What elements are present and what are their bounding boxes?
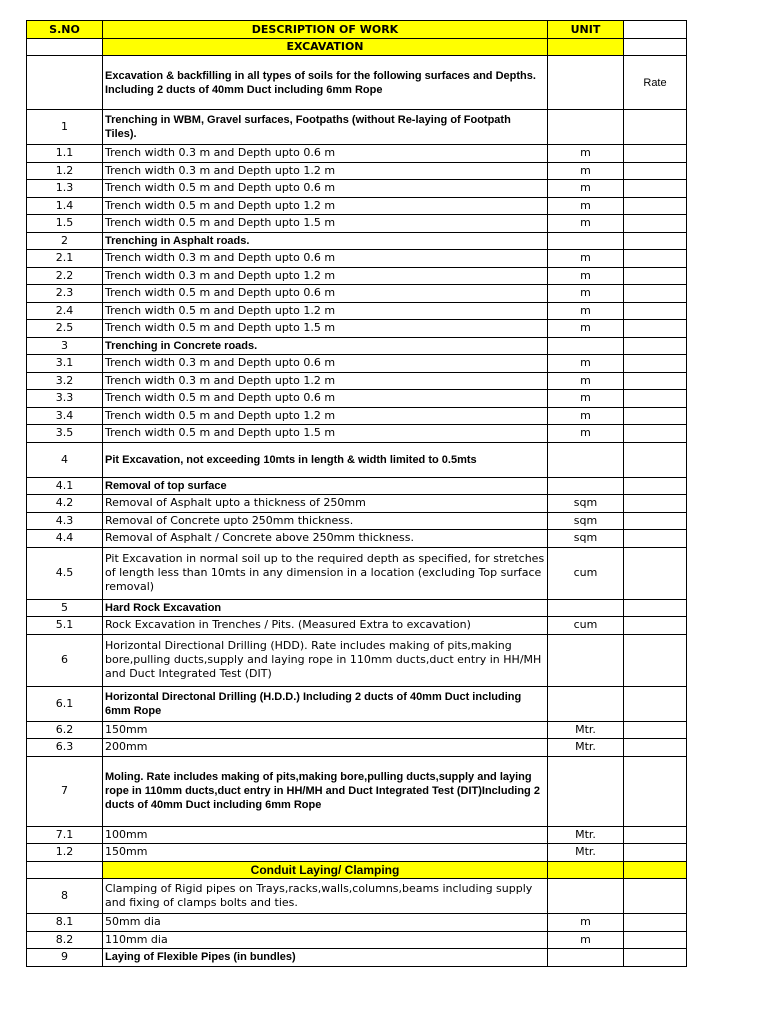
header-description: DESCRIPTION OF WORK — [103, 21, 548, 39]
table-row: 2.4 Trench width 0.5 m and Depth upto 1.2 m m — [27, 302, 687, 320]
table-row: 5 Hard Rock Excavation — [27, 599, 687, 617]
table-row: 6 Horizontal Directional Drilling (HDD). Rate includes making of pits,making bore,pulling ducts,supply and laying rope in 110mm ducts,duct entry in HH/MH and Duct Integrated Test (DIT) — [27, 634, 687, 686]
table-row: 8.2 110mm dia m — [27, 931, 687, 949]
table-row: 4.1 Removal of top surface — [27, 477, 687, 495]
section-excavation: EXCAVATION — [103, 39, 548, 56]
table-row: 2.3 Trench width 0.5 m and Depth upto 0.6 m m — [27, 285, 687, 303]
header-unit: UNIT — [548, 21, 624, 39]
table-row: 7 Moling. Rate includes making of pits,making bore,pulling ducts,supply and laying rope in 110mm ducts,duct entry in HH/MH and Duct Integrated Test (DIT)Including 2 ducts of 40mm Duct including 6mm Rope — [27, 756, 687, 826]
table-row: 8 Clamping of Rigid pipes on Trays,racks,walls,columns,beams including supply and fixing of clamps bolts and ties. — [27, 879, 687, 914]
table-row: 3.4 Trench width 0.5 m and Depth upto 1.2 m m — [27, 407, 687, 425]
table-row: 2.1 Trench width 0.3 m and Depth upto 0.6 m m — [27, 250, 687, 268]
table-row: 4.5 Pit Excavation in normal soil up to the required depth as specified, for stretches of length less than 10mts in any dimension in a location (excluding Top surface removal) cum — [27, 547, 687, 599]
table-row: 4 Pit Excavation, not exceeding 10mts in length & width limited to 0.5mts — [27, 442, 687, 477]
table-row: 9 Laying of Flexible Pipes (in bundles) — [27, 949, 687, 967]
table-row: 4.3 Removal of Concrete upto 250mm thickness. sqm — [27, 512, 687, 530]
table-row: 1.3 Trench width 0.5 m and Depth upto 0.6 m m — [27, 180, 687, 198]
table-row: 1.1 Trench width 0.3 m and Depth upto 0.6 m m — [27, 145, 687, 163]
header-sno: S.NO — [27, 21, 103, 39]
table-row: 3.2 Trench width 0.3 m and Depth upto 1.2 m m — [27, 372, 687, 390]
rate-label: Rate — [624, 56, 687, 110]
table-row: 6.2 150mm Mtr. — [27, 721, 687, 739]
table-row: 5.1 Rock Excavation in Trenches / Pits. (Measured Extra to excavation) cum — [27, 617, 687, 635]
table-row: 2.2 Trench width 0.3 m and Depth upto 1.2 m m — [27, 267, 687, 285]
work-schedule-table — [26, 20, 687, 967]
table-row: 7.1 100mm Mtr. — [27, 826, 687, 844]
table-row: 8.1 50mm dia m — [27, 914, 687, 932]
table-row: 1.2 150mm Mtr. — [27, 844, 687, 862]
table-row: 6.3 200mm Mtr. — [27, 739, 687, 757]
table-row: 3.1 Trench width 0.3 m and Depth upto 0.6 m m — [27, 355, 687, 373]
table-row: 3 Trenching in Concrete roads. — [27, 337, 687, 355]
table-row: 2 Trenching in Asphalt roads. — [27, 232, 687, 250]
table-row: 3.5 Trench width 0.5 m and Depth upto 1.5 m m — [27, 425, 687, 443]
table-row: 1.4 Trench width 0.5 m and Depth upto 1.2 m m — [27, 197, 687, 215]
section-row — [27, 861, 687, 879]
table-row: 1 Trenching in WBM, Gravel surfaces, Footpaths (without Re-laying of Footpath Tiles). — [27, 110, 687, 145]
intro-row — [27, 56, 687, 110]
table-row: 2.5 Trench width 0.5 m and Depth upto 1.5 m m — [27, 320, 687, 338]
table-row: 6.1 Horizontal Directonal Drilling (H.D.D.) Including 2 ducts of 40mm Duct including 6mm Rope — [27, 686, 687, 721]
section-conduit: Conduit Laying/ Clamping — [103, 861, 548, 879]
section-row — [27, 39, 687, 56]
table-row: 3.3 Trench width 0.5 m and Depth upto 0.6 m m — [27, 390, 687, 408]
table-row: 4.2 Removal of Asphalt upto a thickness of 250mm sqm — [27, 495, 687, 513]
table-row: 1.2 Trench width 0.3 m and Depth upto 1.2 m m — [27, 162, 687, 180]
table-row: 1.5 Trench width 0.5 m and Depth upto 1.5 m m — [27, 215, 687, 233]
intro-text: Excavation & backfilling in all types of soils for the following surfaces and Depths. Including 2 ducts of 40mm Duct including 6mm Rope — [103, 56, 548, 110]
table-row: 4.4 Removal of Asphalt / Concrete above 250mm thickness. sqm — [27, 530, 687, 548]
header-row — [27, 21, 687, 39]
